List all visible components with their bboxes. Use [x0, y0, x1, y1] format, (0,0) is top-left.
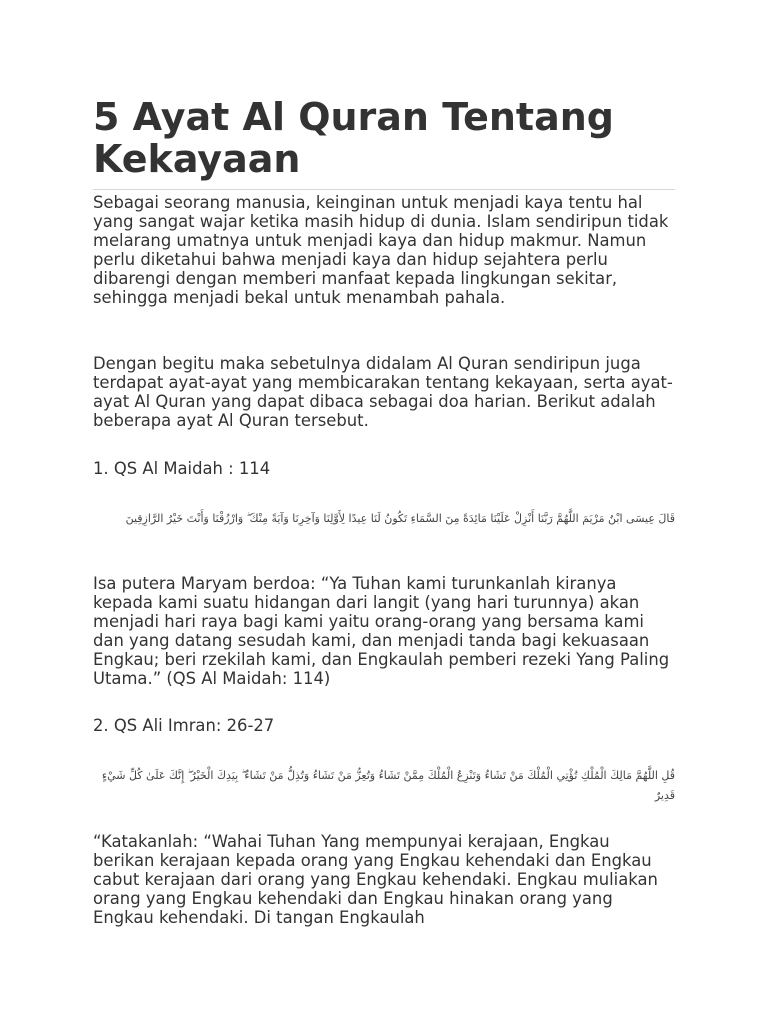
verse-heading-2: 2. QS Ali Imran: 26-27 [93, 716, 275, 735]
verse-heading-1: 1. QS Al Maidah : 114 [93, 459, 271, 478]
body-paragraph: Dengan begitu maka sebetulnya didalam Al Quran sendiripun juga terdapat ayat-ayat yang membicarakan tentang kekayaan, serta ayat-ayat Al Quran yang dapat dibaca sebagai doa harian. Berikut adalah beberapa ayat Al Quran tersebut. [93, 354, 673, 430]
verse-translation-2: “Katakanlah: “Wahai Tuhan Yang mempunyai kerajaan, Engkau berikan kerajaan kepada orang yang Engkau kehendaki dan Engkau cabut kerajaan dari orang yang Engkau kehendaki. Engkau muliakan orang yang Engkau kehendaki dan Engkau hinakan orang yang Engkau kehendaki. Di tangan Engkaulah [93, 832, 658, 927]
title-divider [93, 189, 675, 190]
intro-paragraph: Sebagai seorang manusia, keinginan untuk menjadi kaya tentu hal yang sangat wajar ketika masih hidup di dunia. Islam sendiripun tidak melarang umatnya untuk menjadi kaya dan hidup makmur. Namun perlu diketahui bahwa menjadi kaya dan hidup sejahtera perlu dibarengi dengan memberi manfaat kepada lingkungan sekitar, sehingga menjadi bekal untuk menambah pahala. [93, 193, 669, 307]
page-title: 5 Ayat Al Quran Tentang Kekayaan [93, 95, 614, 181]
arabic-verse-1: قَالَ عِيسَى ابْنُ مَرْيَمَ اللَّهُمَّ رَبَّنَا أَنْزِلْ عَلَيْنَا مَائِدَةً مِنَ السَّمَاءِ تَكُونُ لَنَا عِيدًا لِأَوَّلِنَا وَآخِرِنَا وَآيَةً مِنْكَ ۖ وَارْزُقْنَا وَأَنْتَ خَيْرُ الرَّازِقِينَ [125, 512, 675, 525]
verse-translation-1: Isa putera Maryam berdoa: “Ya Tuhan kami turunkanlah kiranya kepada kami suatu hidangan dari langit (yang hari turunnya) akan menjadi hari raya bagi kami yaitu orang-orang yang bersama kami dan yang datang sesudah kami, dan menjadi tanda bagi kekuasaan Engkau; beri rzekilah kami, dan Engkaulah pemberi rezeki Yang Paling Utama.” (QS Al Maidah: 114) [93, 574, 670, 688]
arabic-verse-2: قُلِ اللَّهُمَّ مَالِكَ الْمُلْكِ تُؤْتِي الْمُلْكَ مَنْ تَشَاءُ وَتَنْزِعُ الْمُلْكَ مِمَّنْ تَشَاءُ وَتُعِزُّ مَنْ تَشَاءُ وَتُذِلُّ مَنْ تَشَاءُ ۖ بِيَدِكَ الْخَيْرُ ۖ إِنَّكَ عَلَىٰ كُلِّ شَيْءٍ قَدِيرٌ [101, 769, 675, 802]
